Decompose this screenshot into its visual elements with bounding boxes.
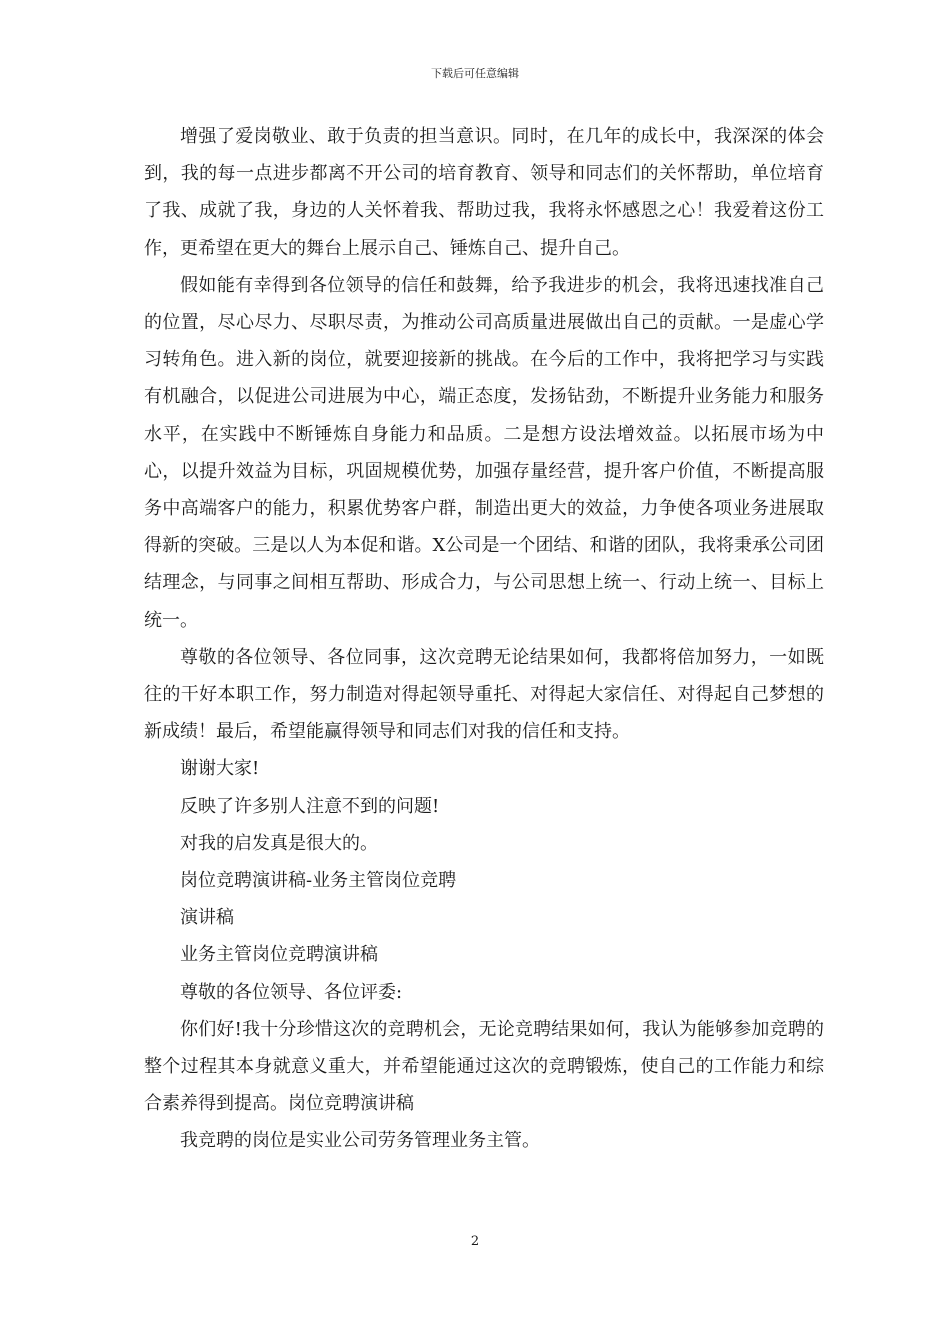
paragraph: 对我的启发真是很大的。 <box>180 832 378 854</box>
document-body <box>144 118 824 1160</box>
page-number: 2 <box>470 1234 480 1249</box>
paragraph: 我竞聘的岗位是实业公司劳务管理业务主管。 <box>180 1130 540 1152</box>
paragraph: 演讲稿 <box>180 907 234 929</box>
paragraph: 假如能有幸得到各位领导的信任和鼓舞，给予我进步的机会，我将迅速找准自己的位置，尽心尽力、尽职尽责，为推动公司高质量进展做出自己的贡献。一是虚心学习转角色。进入新的岗位，就要迎接新的挑战。在今后的工作中，我将把学习与实践有机融合，以促进公司进展为中心，端正态度，发扬钻劲，不断提升业务能力和服务水平，在实践中不断锤炼自身能力和品质。二是想方设法增效益。以拓展市场为中心，以提升效益为目标，巩固规模优势，加强存量经营，提升客户价值，不断提高服务中高端客户的能力，积累优势客户群，制造出更大的效益，力争使各项业务进展取得新的突破。三是以人为本促和谐。X公司是一个团结、和谐的团队，我将秉承公司团结理念，与同事之间相互帮助、形成合力，与公司思想上统一、行动上统一、目标上统一。 <box>144 274 824 631</box>
page-header: 下载后可任意编辑 <box>431 67 519 80</box>
paragraph: 业务主管岗位竞聘演讲稿 <box>180 944 378 966</box>
paragraph: 尊敬的各位领导、各位评委: <box>180 981 403 1003</box>
paragraph: 尊敬的各位领导、各位同事，这次竞聘无论结果如何，我都将倍加努力，一如既往的干好本职工作，努力制造对得起领导重托、对得起大家信任、对得起自己梦想的新成绩！最后，希望能赢得领导和同志们对我的信任和支持。 <box>144 646 824 743</box>
paragraph: 你们好!我十分珍惜这次的竞聘机会，无论竞聘结果如何，我认为能够参加竞聘的整个过程其本身就意义重大，并希望能通过这次的竞聘锻炼，使自己的工作能力和综合素养得到提高。岗位竞聘演讲稿 <box>144 1018 824 1115</box>
paragraph: 谢谢大家! <box>180 758 260 780</box>
paragraph: 岗位竞聘演讲稿-业务主管岗位竞聘 <box>180 870 457 892</box>
paragraph: 反映了许多别人注意不到的问题! <box>180 795 440 817</box>
paragraph: 增强了爱岗敬业、敢于负责的担当意识。同时，在几年的成长中，我深深的体会到，我的每一点进步都离不开公司的培育教育、领导和同志们的关怀帮助，单位培育了我、成就了我，身边的人关怀着我、帮助过我，我将永怀感恩之心！我爱着这份工作，更希望在更大的舞台上展示自己、锤炼自己、提升自己。 <box>144 126 824 259</box>
